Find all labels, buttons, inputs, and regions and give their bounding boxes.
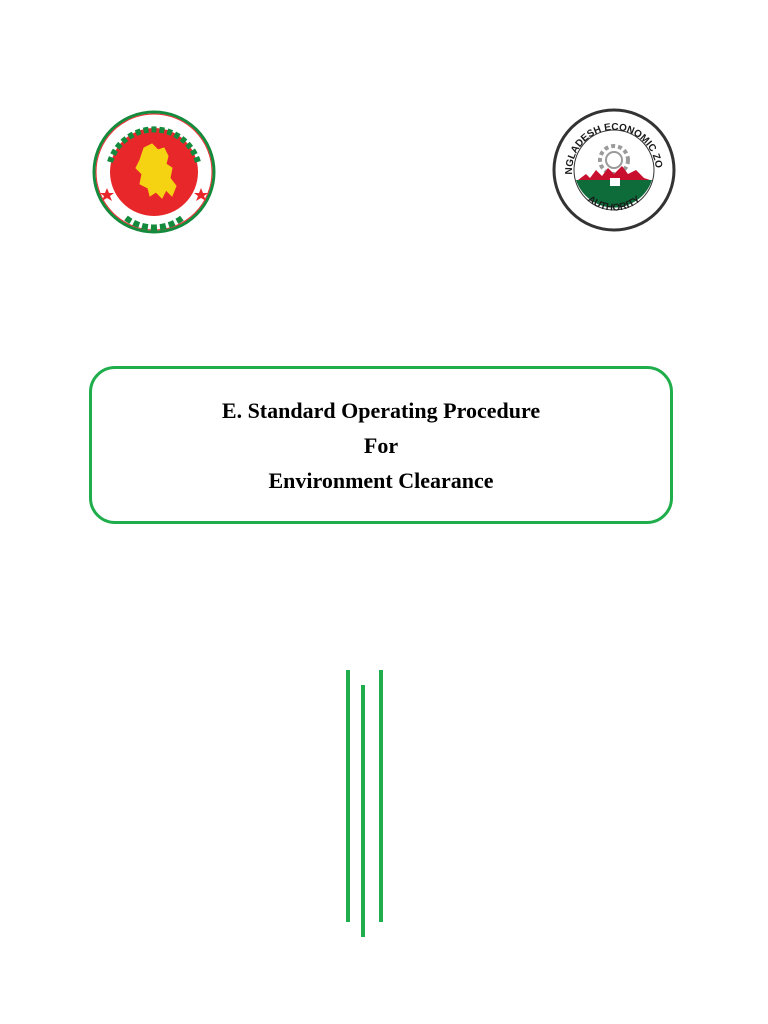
title-line-3: Environment Clearance [268,467,494,493]
title-line-2: For [363,432,399,458]
title-line-1: E. Standard Operating Procedure [221,397,541,423]
green-bar-left [346,670,350,922]
beza-top-text: NGLADESH ECONOMIC ZO [563,121,664,175]
bangladesh-government-seal-icon [92,110,216,234]
title-box [89,366,673,524]
beza-bottom-text: AUTHORITY [585,194,643,214]
green-bar-right [379,670,383,922]
green-bar-middle [361,685,365,937]
beza-logo-icon [552,108,676,232]
